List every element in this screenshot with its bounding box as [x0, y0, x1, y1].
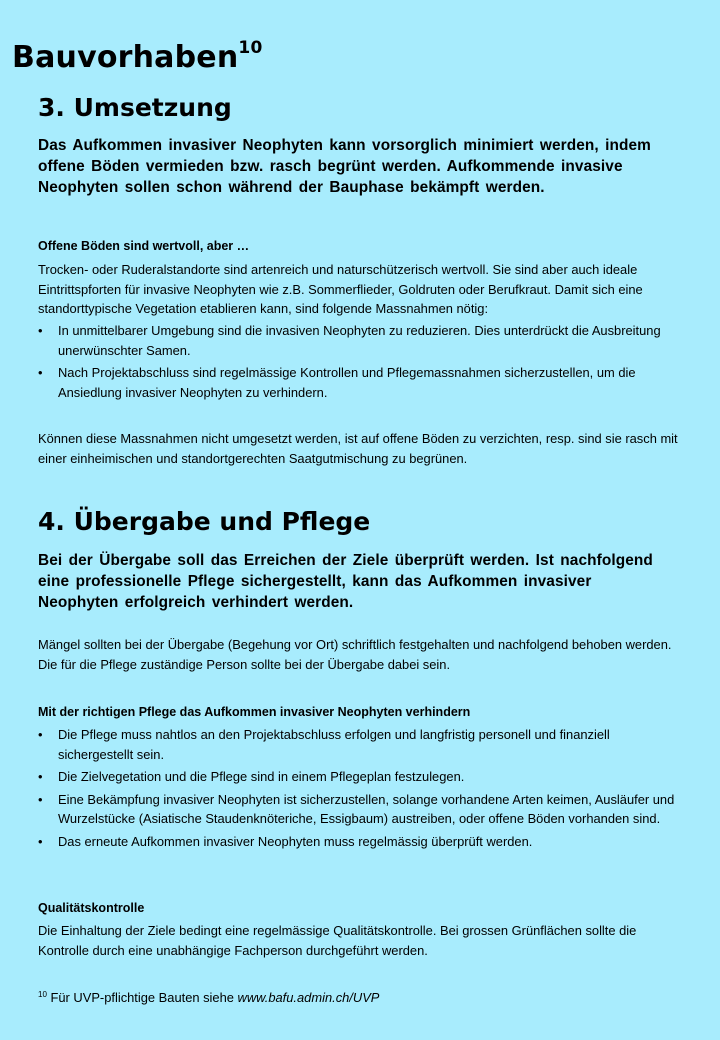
- quality-heading: Qualitätskontrolle: [38, 901, 145, 915]
- section-4-bullet-list: [38, 725, 684, 854]
- footnote-number: 10: [38, 990, 47, 999]
- section-3-intro: Trocken- oder Ruderalstandorte sind artenreich und naturschützerisch wertvoll. Sie sind aber auch ideale Eintrittspforten für invasive Neophyten wie z.B. Sommerflieder, Goldruten oder Berufkraut. Damit sich eine standorttypische Vegetation etablieren kann, sind folgende Massnahmen nötig:: [38, 262, 643, 316]
- footnote-ref: 10: [238, 38, 263, 58]
- list-item: • In unmittelbarer Umgebung sind die invasiven Neophyten zu reduzieren. Dies unterdrückt die Ausbreitung unerwünschter Samen.: [38, 321, 684, 360]
- footnote-link[interactable]: www.bafu.admin.ch/UVP: [237, 990, 380, 1005]
- section-3-lead: Das Aufkommen invasiver Neophyten kann vorsorglich minimiert werden, indem offene Böden vermieden bzw. rasch begrünt werden. Aufkommende invasive Neophyten sollen schon während der Bauphase bekämpft werden.: [38, 137, 651, 196]
- section-3-heading: 3. Umsetzung: [38, 93, 232, 122]
- section-3-subheading: Offene Böden sind wertvoll, aber …: [38, 239, 250, 253]
- section-4-intro: Mängel sollten bei der Übergabe (Begehung vor Ort) schriftlich festgehalten und nachfolgend behoben werden. Die für die Pflege zuständige Person sollte bei der Übergabe dabei sein.: [38, 637, 672, 672]
- section-4-subheading: Mit der richtigen Pflege das Aufkommen invasiver Neophyten verhindern: [38, 705, 471, 719]
- list-item: • Die Pflege muss nahtlos an den Projektabschluss erfolgen und langfristig personell und finanziell sichergestellt sein.: [38, 725, 684, 764]
- section-4-heading: 4. Übergabe und Pflege: [38, 507, 371, 536]
- page-title: [12, 38, 262, 78]
- section-3-closing: Können diese Massnahmen nicht umgesetzt werden, ist auf offene Böden zu verzichten, resp. sind sie rasch mit einer einheimischen und standortgerechten Saatgutmischung zu begrünen.: [38, 431, 678, 466]
- footnote-text: Für UVP-pflichtige Bauten siehe: [50, 990, 234, 1005]
- list-item: • Das erneute Aufkommen invasiver Neophyten muss regelmässig überprüft werden.: [38, 832, 684, 852]
- list-item: • Eine Bekämpfung invasiver Neophyten ist sicherzustellen, solange vorhandene Arten keimen, Ausläufer und Wurzelstücke (Asiatische Staudenknöteriche, Essigbaum) austreiben, oder offene Böden vorhanden sind.: [38, 790, 684, 829]
- list-item: • Die Zielvegetation und die Pflege sind in einem Pflegeplan festzulegen.: [38, 767, 684, 787]
- page-title-text: Bauvorhaben: [12, 40, 239, 75]
- section-3-bullet-list: [38, 321, 684, 405]
- quality-text: Die Einhaltung der Ziele bedingt eine regelmässige Qualitätskontrolle. Bei grossen Grünflächen sollte die Kontrolle durch eine unabhängige Fachperson durchgeführt werden.: [38, 923, 637, 958]
- section-4-lead: Bei der Übergabe soll das Erreichen der Ziele überprüft werden. Ist nachfolgend eine professionelle Pflege sichergestellt, kann das Aufkommen invasiver Neophyten erfolgreich verhindert werden.: [38, 552, 653, 611]
- list-item: • Nach Projektabschluss sind regelmässige Kontrollen und Pflegemassnahmen sicherzustellen, um die Ansiedlung invasiver Neophyten zu verhindern.: [38, 363, 684, 402]
- footnote: [38, 989, 379, 1007]
